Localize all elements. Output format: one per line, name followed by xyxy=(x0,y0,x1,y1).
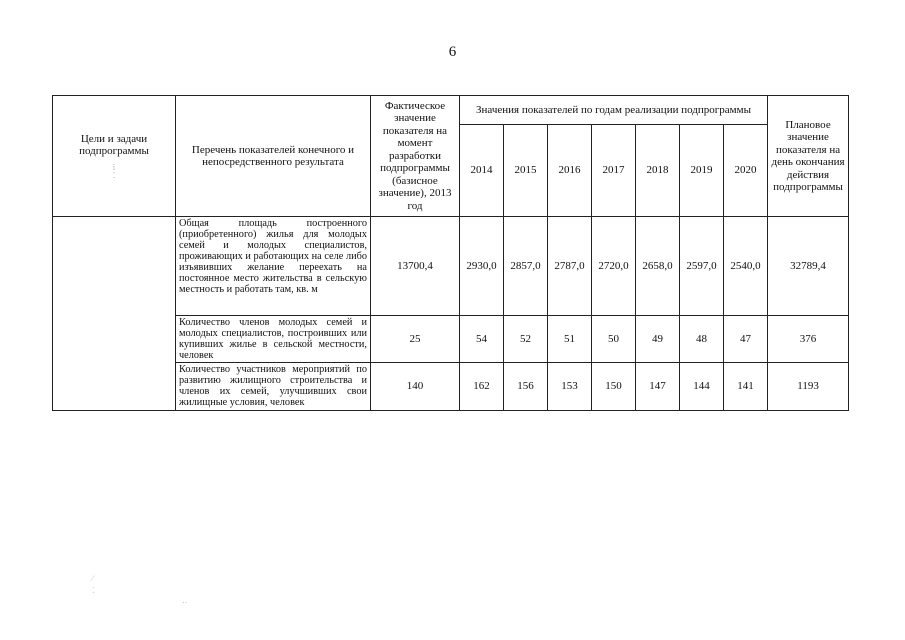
year-value: 47 xyxy=(724,316,768,363)
goal-cell xyxy=(53,217,176,411)
header-goals xyxy=(53,96,176,217)
scan-specks: ⁞ ⁚ xyxy=(112,162,116,180)
header-year: 2014 xyxy=(460,125,504,217)
year-value: 2787,0 xyxy=(548,217,592,316)
header-year: 2018 xyxy=(636,125,680,217)
scan-speck: ⁄ xyxy=(92,574,94,583)
base-value: 140 xyxy=(371,363,460,411)
header-goals-label: Цели и задачи подпрограммы xyxy=(79,132,149,157)
header-year: 2020 xyxy=(724,125,768,217)
year-value: 2597,0 xyxy=(680,217,724,316)
year-value: 2930,0 xyxy=(460,217,504,316)
year-value: 2540,0 xyxy=(724,217,768,316)
header-planned: Плановое значение показателя на день окончания действия подпрограммы xyxy=(768,96,849,217)
year-value: 153 xyxy=(548,363,592,411)
year-value: 2658,0 xyxy=(636,217,680,316)
year-value: 156 xyxy=(504,363,548,411)
header-actual: Фактическое значение показателя на момент разработки подпрограммы (базисное значение), 2013 год xyxy=(371,96,460,217)
year-value: 49 xyxy=(636,316,680,363)
year-value: 150 xyxy=(592,363,636,411)
year-value: 147 xyxy=(636,363,680,411)
header-year: 2019 xyxy=(680,125,724,217)
planned-value: 32789,4 xyxy=(768,217,849,316)
table-row xyxy=(53,217,849,316)
year-value: 51 xyxy=(548,316,592,363)
indicator-description: Общая площадь построенного (приобретенного) жилья для молодых семей и молодых специалистов, проживающих и работающих на селе либо изъявивших желание переехать на постоянное место жительства в сельскую местность и работать там, кв. м xyxy=(176,217,371,316)
year-value: 2857,0 xyxy=(504,217,548,316)
scan-speck: ‥ xyxy=(182,596,188,605)
header-row-top xyxy=(53,96,849,125)
year-value: 48 xyxy=(680,316,724,363)
year-value: 141 xyxy=(724,363,768,411)
year-value: 54 xyxy=(460,316,504,363)
base-value: 25 xyxy=(371,316,460,363)
indicators-table xyxy=(52,95,849,411)
base-value: 13700,4 xyxy=(371,217,460,316)
header-results: Перечень показателей конечного и непосредственного результата xyxy=(176,96,371,217)
year-value: 2720,0 xyxy=(592,217,636,316)
header-year: 2015 xyxy=(504,125,548,217)
header-years-group: Значения показателей по годам реализации подпрограммы xyxy=(460,96,768,125)
planned-value: 1193 xyxy=(768,363,849,411)
year-value: 162 xyxy=(460,363,504,411)
page-number: 6 xyxy=(448,44,457,60)
year-value: 52 xyxy=(504,316,548,363)
scan-speck: ⁚ xyxy=(92,586,95,595)
indicator-description: Количество участников мероприятий по развитию жилищного строительства и членов их семей, улучшивших свои жилищные условия, человек xyxy=(176,363,371,411)
planned-value: 376 xyxy=(768,316,849,363)
year-value: 144 xyxy=(680,363,724,411)
header-year: 2017 xyxy=(592,125,636,217)
year-value: 50 xyxy=(592,316,636,363)
header-year: 2016 xyxy=(548,125,592,217)
indicator-description: Количество членов молодых семей и молодых специалистов, построивших или купивших жилье в сельской местности, человек xyxy=(176,316,371,363)
